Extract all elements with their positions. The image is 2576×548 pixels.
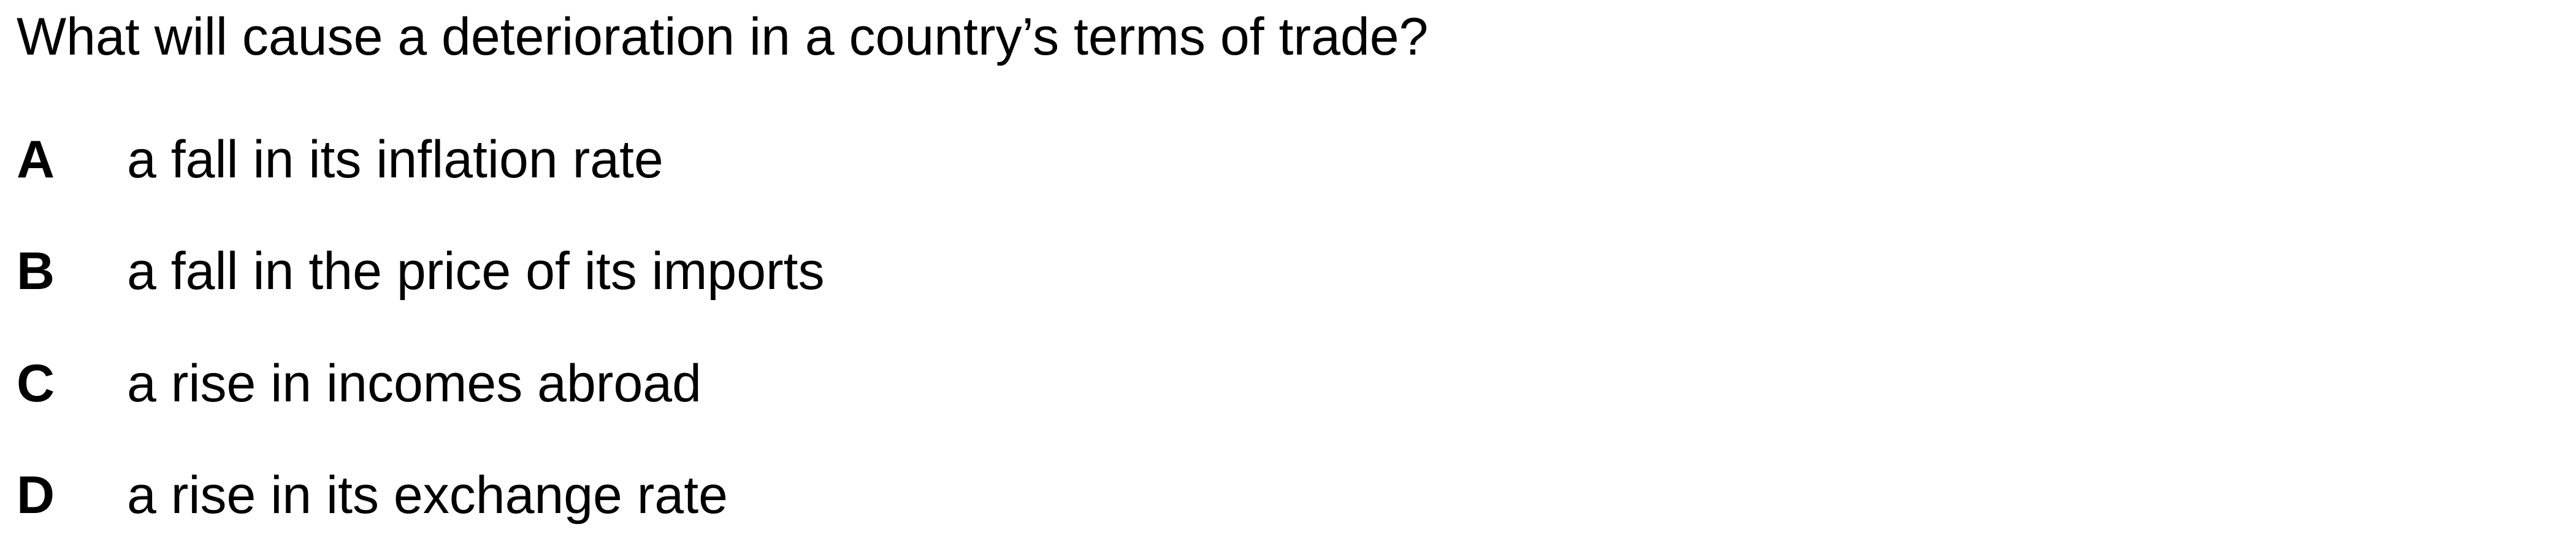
- option-letter-b: B: [17, 242, 55, 301]
- question-text: What will cause a deterioration in a country’s terms of trade?: [17, 7, 1429, 66]
- option-text-b: a fall in the price of its imports: [127, 242, 825, 301]
- option-letter-a: A: [17, 130, 55, 189]
- option-text-a: a fall in its inflation rate: [127, 130, 663, 189]
- option-text-d: a rise in its exchange rate: [127, 466, 728, 525]
- option-letter-c: C: [17, 354, 55, 413]
- option-text-c: a rise in incomes abroad: [127, 354, 701, 413]
- option-letter-d: D: [17, 466, 55, 525]
